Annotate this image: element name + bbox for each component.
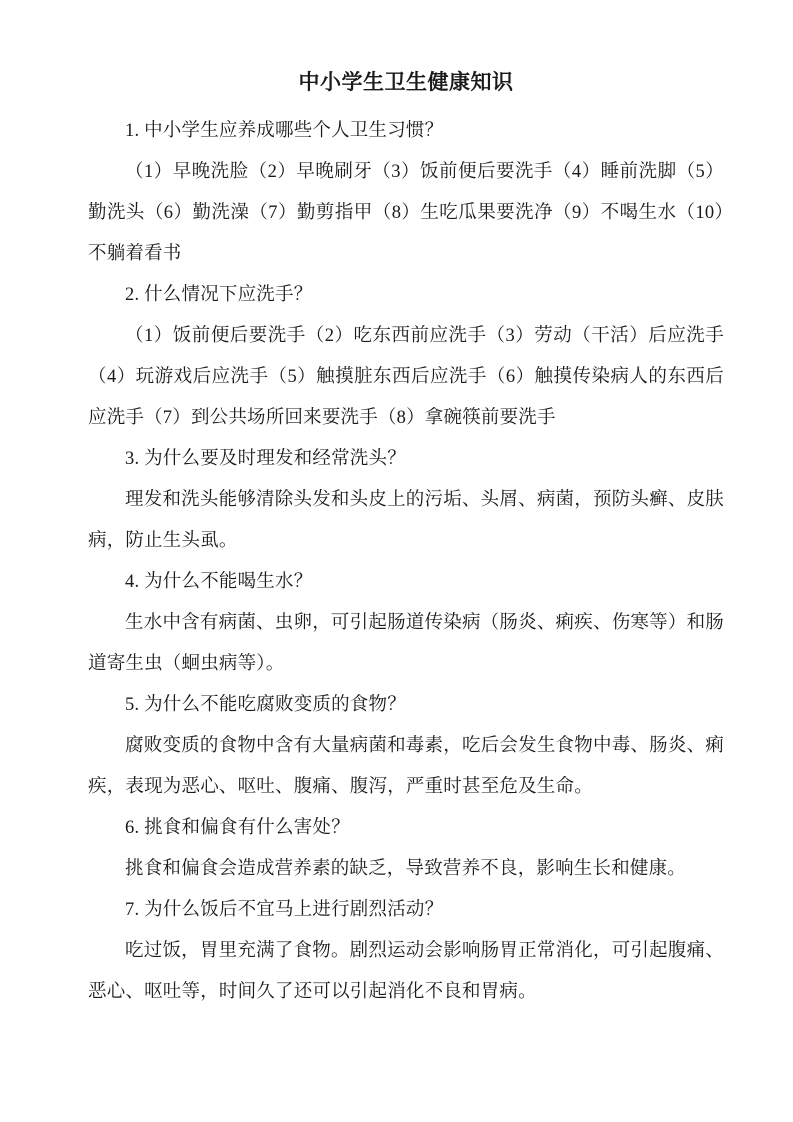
page-title: 中小学生卫生健康知识	[298, 70, 514, 94]
paragraph: 3. 为什么要及时理发和经常洗头？	[125, 449, 406, 469]
paragraph: 4. 为什么不能喝生水？	[125, 572, 313, 592]
paragraph: 腐败变质的食物中含有大量病菌和毒素，吃后会发生食物中毒、肠炎、痢疾，表现为恶心、呕吐、腹痛、腹泻，严重时甚至危及生命。	[88, 736, 724, 797]
paragraph: 2. 什么情况下应洗手？	[125, 285, 313, 305]
paragraph: 理发和洗头能够清除头发和头皮上的污垢、头屑、病菌，预防头癣、皮肤病，防止生头虱。	[88, 490, 724, 551]
paragraph: 7. 为什么饭后不宜马上进行剧烈活动？	[125, 900, 444, 920]
paragraph: 6. 挑食和偏食有什么害处？	[125, 818, 350, 838]
paragraph: 吃过饭，胃里充满了食物。剧烈运动会影响肠胃正常消化，可引起腹痛、恶心、呕吐等，时间久了还可以引起消化不良和胃病。	[88, 941, 724, 1002]
paragraph: 1. 中小学生应养成哪些个人卫生习惯？	[125, 121, 444, 141]
paragraph: （1）早晚洗脸（2）早晚刷牙（3）饭前便后要洗手（4）睡前洗脚（5）勤洗头（6）勤洗澡（7）勤剪指甲（8）生吃瓜果要洗净（9）不喝生水（10）不躺着看书	[88, 162, 724, 264]
paragraph: 5. 为什么不能吃腐败变质的食物？	[125, 695, 406, 715]
document-body	[88, 62, 724, 1013]
paragraph: 生水中含有病菌、虫卵，可引起肠道传染病（肠炎、痢疾、伤寒等）和肠道寄生虫（蛔虫病等）。	[88, 613, 724, 674]
paragraph: 挑食和偏食会造成营养素的缺乏，导致营养不良，影响生长和健康。	[125, 859, 687, 879]
paragraph-list	[88, 111, 724, 1013]
paragraph: （1）饭前便后要洗手（2）吃东西前应洗手（3）劳动（干活）后应洗手（4）玩游戏后应洗手（5）触摸脏东西后应洗手（6）触摸传染病人的东西后应洗手（7）到公共场所回来要洗手（8）拿碗筷前要洗手	[88, 326, 724, 428]
